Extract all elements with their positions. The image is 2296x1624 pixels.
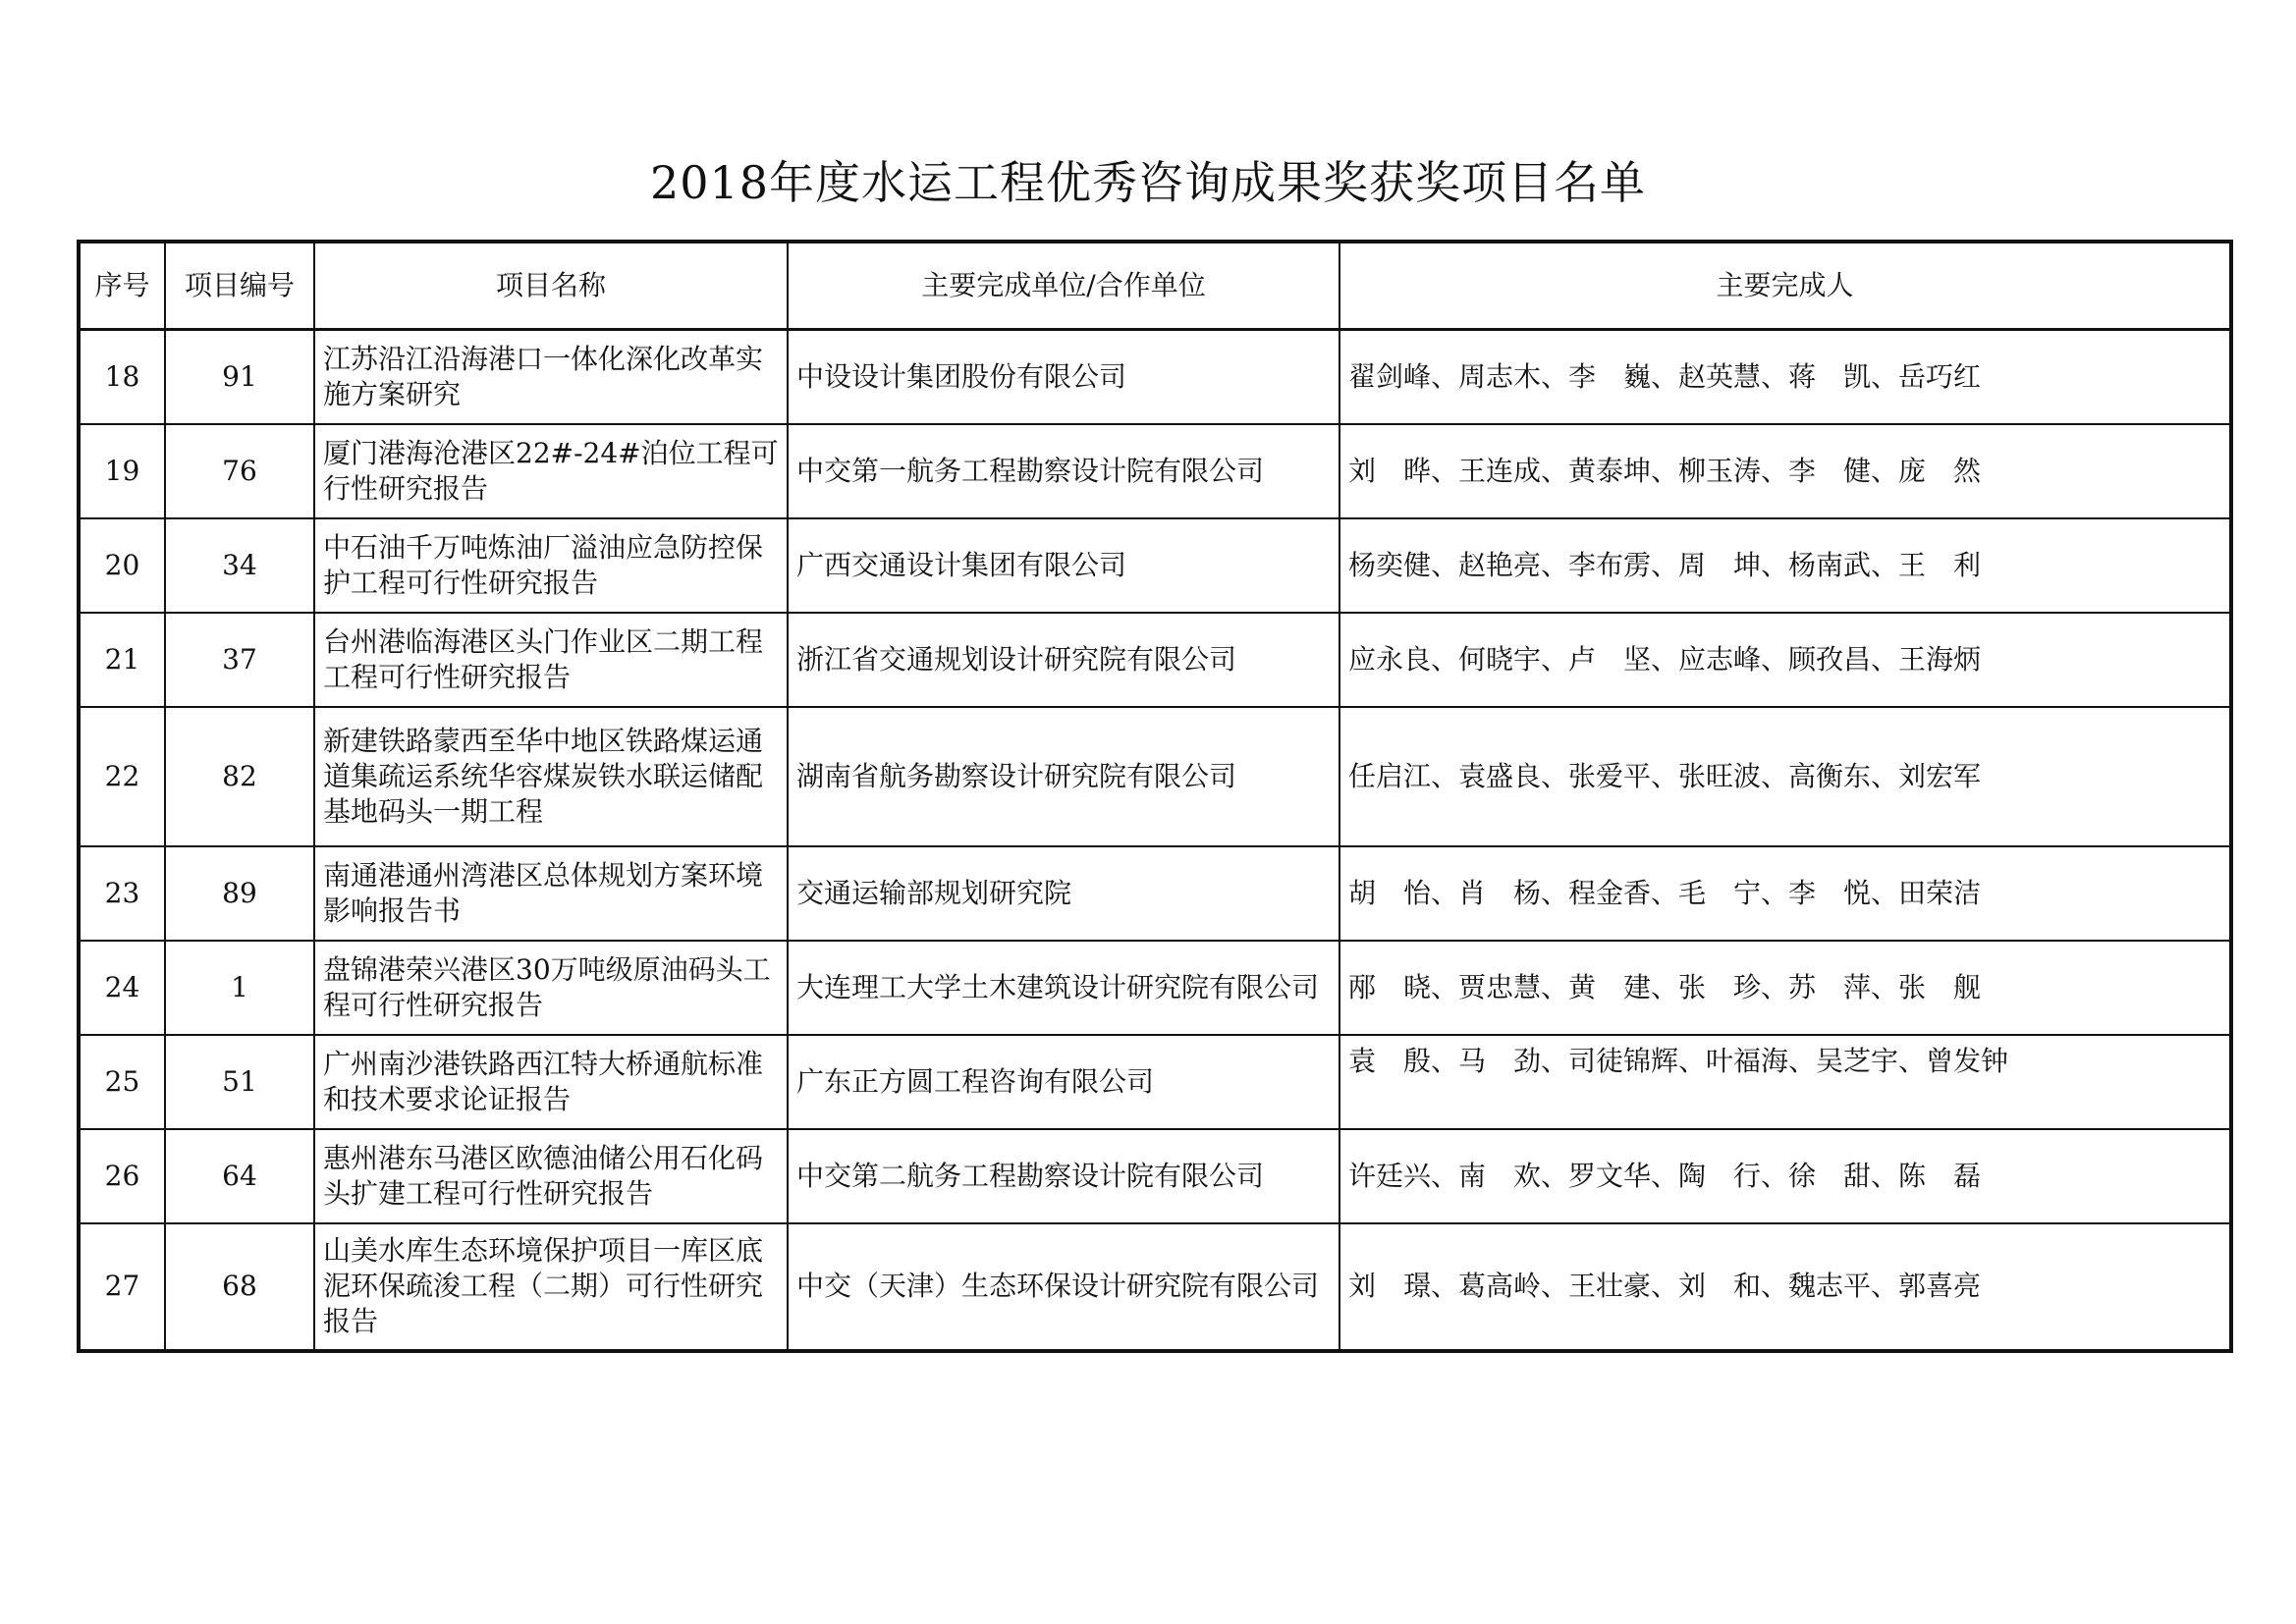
cell-people: 刘 晔、王连成、黄泰坤、柳玉涛、李 健、庞 然	[1339, 424, 2231, 518]
table-row	[79, 846, 2231, 941]
cell-unit: 浙江省交通规划设计研究院有限公司	[788, 613, 1339, 707]
cell-seq: 27	[79, 1223, 165, 1351]
cell-unit: 湖南省航务勘察设计研究院有限公司	[788, 707, 1339, 846]
cell-name: 盘锦港荣兴港区30万吨级原油码头工程可行性研究报告	[314, 941, 788, 1035]
header-people: 主要完成人	[1339, 242, 2231, 330]
cell-name: 新建铁路蒙西至华中地区铁路煤运通道集疏运系统华容煤炭铁水联运储配基地码头一期工程	[314, 707, 788, 846]
cell-people: 袁 殷、马 劲、司徒锦辉、叶福海、吴芝宇、曾发钟	[1339, 1035, 2231, 1129]
cell-code: 51	[165, 1035, 314, 1129]
cell-name: 南通港通州湾港区总体规划方案环境影响报告书	[314, 846, 788, 941]
cell-code: 89	[165, 846, 314, 941]
cell-unit: 广东正方圆工程咨询有限公司	[788, 1035, 1339, 1129]
table-row	[79, 330, 2231, 424]
table-row	[79, 518, 2231, 613]
table-row	[79, 707, 2231, 846]
cell-people: 胡 怡、肖 杨、程金香、毛 宁、李 悦、田荣洁	[1339, 846, 2231, 941]
cell-name: 山美水库生态环境保护项目一库区底泥环保疏浚工程（二期）可行性研究报告	[314, 1223, 788, 1351]
page-title: 2018年度水运工程优秀咨询成果奖获奖项目名单	[649, 156, 1647, 209]
cell-seq: 26	[79, 1129, 165, 1223]
cell-name: 惠州港东马港区欧德油储公用石化码头扩建工程可行性研究报告	[314, 1129, 788, 1223]
cell-people: 应永良、何晓宇、卢 坚、应志峰、顾孜昌、王海炳	[1339, 613, 2231, 707]
cell-people: 邴 晓、贾忠慧、黄 建、张 珍、苏 萍、张 舰	[1339, 941, 2231, 1035]
cell-seq: 20	[79, 518, 165, 613]
cell-seq: 25	[79, 1035, 165, 1129]
table-row	[79, 613, 2231, 707]
table-row	[79, 1035, 2231, 1129]
header-unit: 主要完成单位/合作单位	[788, 242, 1339, 330]
cell-people: 刘 璟、葛高岭、王壮豪、刘 和、魏志平、郭喜亮	[1339, 1223, 2231, 1351]
cell-code: 91	[165, 330, 314, 424]
cell-code: 64	[165, 1129, 314, 1223]
table-row	[79, 1129, 2231, 1223]
cell-seq: 23	[79, 846, 165, 941]
cell-name: 厦门港海沧港区22#-24#泊位工程可行性研究报告	[314, 424, 788, 518]
cell-seq: 22	[79, 707, 165, 846]
cell-code: 1	[165, 941, 314, 1035]
cell-code: 37	[165, 613, 314, 707]
cell-seq: 21	[79, 613, 165, 707]
header-seq: 序号	[79, 242, 165, 330]
cell-code: 34	[165, 518, 314, 613]
cell-unit: 交通运输部规划研究院	[788, 846, 1339, 941]
awards-table	[77, 240, 2233, 1353]
table-row	[79, 941, 2231, 1035]
cell-unit: 中交第二航务工程勘察设计院有限公司	[788, 1129, 1339, 1223]
table-row	[79, 424, 2231, 518]
table-header-row	[79, 242, 2231, 330]
cell-code: 68	[165, 1223, 314, 1351]
cell-unit: 广西交通设计集团有限公司	[788, 518, 1339, 613]
cell-seq: 19	[79, 424, 165, 518]
cell-code: 76	[165, 424, 314, 518]
cell-unit: 大连理工大学土木建筑设计研究院有限公司	[788, 941, 1339, 1035]
table-row	[79, 1223, 2231, 1351]
header-code: 项目编号	[165, 242, 314, 330]
cell-name: 台州港临海港区头门作业区二期工程工程可行性研究报告	[314, 613, 788, 707]
cell-people: 杨奕健、赵艳亮、李布雳、周 坤、杨南武、王 利	[1339, 518, 2231, 613]
cell-code: 82	[165, 707, 314, 846]
cell-people: 翟剑峰、周志木、李 巍、赵英慧、蒋 凯、岳巧红	[1339, 330, 2231, 424]
cell-name: 中石油千万吨炼油厂溢油应急防控保护工程可行性研究报告	[314, 518, 788, 613]
header-name: 项目名称	[314, 242, 788, 330]
cell-seq: 24	[79, 941, 165, 1035]
cell-seq: 18	[79, 330, 165, 424]
cell-people: 任启江、袁盛良、张爱平、张旺波、高衡东、刘宏军	[1339, 707, 2231, 846]
cell-name: 广州南沙港铁路西江特大桥通航标准和技术要求论证报告	[314, 1035, 788, 1129]
cell-unit: 中交第一航务工程勘察设计院有限公司	[788, 424, 1339, 518]
cell-name: 江苏沿江沿海港口一体化深化改革实施方案研究	[314, 330, 788, 424]
cell-unit: 中交（天津）生态环保设计研究院有限公司	[788, 1223, 1339, 1351]
cell-unit: 中设设计集团股份有限公司	[788, 330, 1339, 424]
cell-people: 许廷兴、南 欢、罗文华、陶 行、徐 甜、陈 磊	[1339, 1129, 2231, 1223]
